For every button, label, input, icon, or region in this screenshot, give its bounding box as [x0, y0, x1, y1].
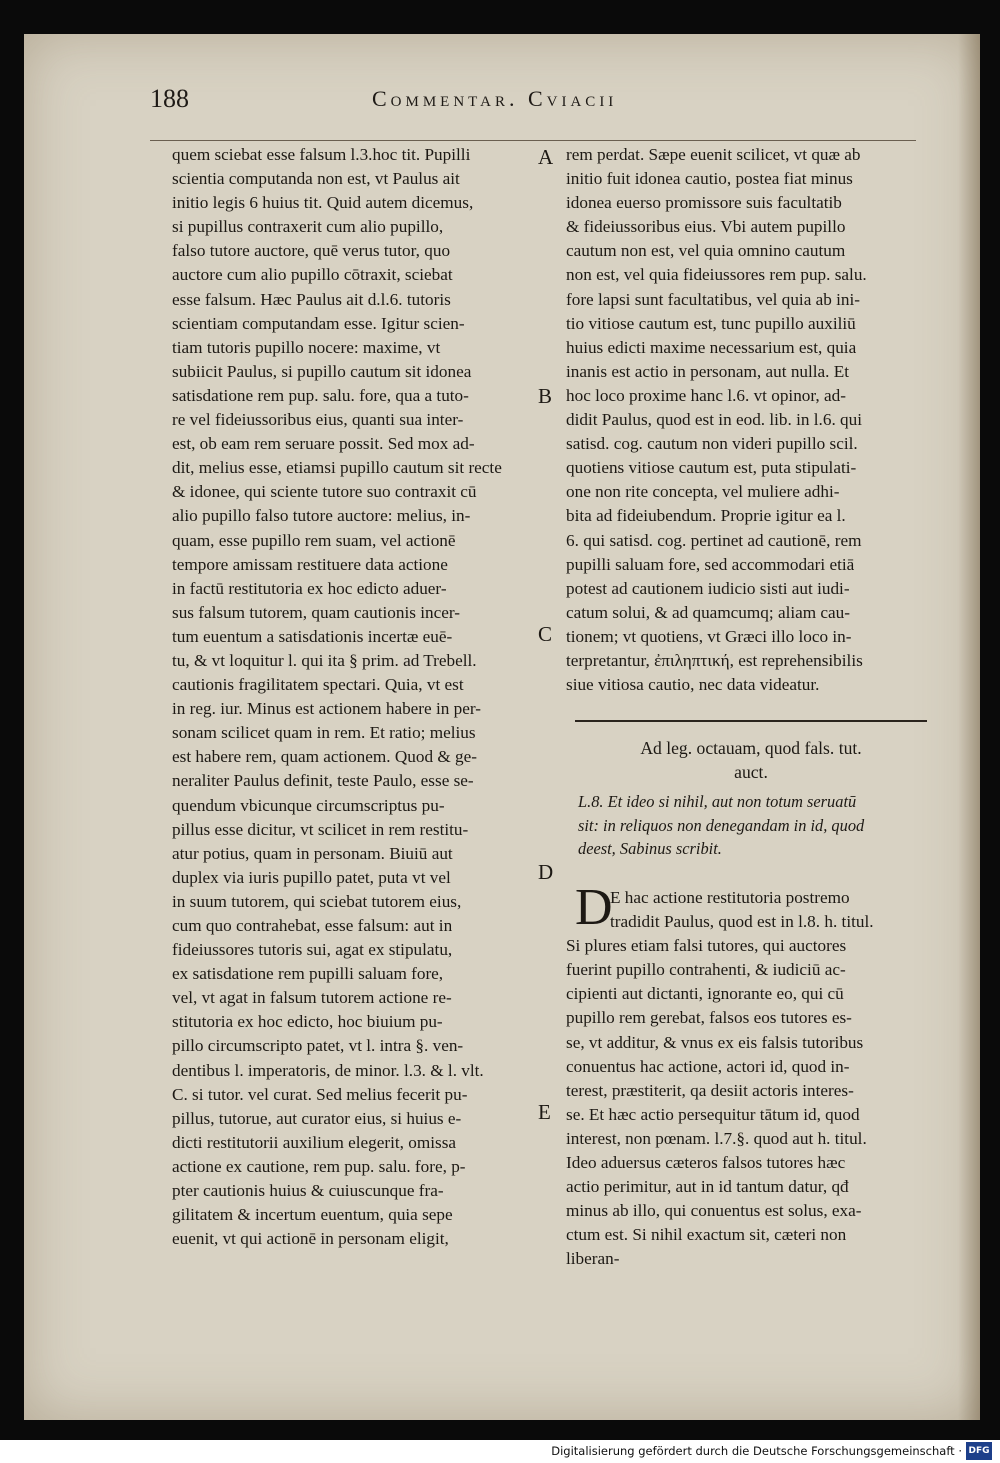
text-line: terpretantur, ἐπιληπτική, est reprehensibilis: [566, 650, 863, 670]
margin-letter-b: B: [538, 384, 553, 408]
lemma-line: L.8. Et ideo si nihil, aut non totum seruatū: [578, 792, 857, 811]
page-edge-shadow: [958, 34, 980, 1420]
text-line: vel, vt agat in falsum tutorem actione re-: [172, 988, 452, 1008]
text-line: dit, melius esse, etiamsi pupillo cautum sit recte: [172, 458, 502, 478]
text-line: tum euentum a satisdationis incertæ euē-: [172, 626, 453, 646]
text-line: pillo circumscripto patet, vt l. intra §. ven-: [172, 1036, 464, 1056]
text-line: catum solui, & ad quamcumq; aliam cau-: [566, 602, 850, 622]
text-line: actione ex cautione, rem pup. salu. fore, p-: [172, 1156, 466, 1176]
text-line: conuentus hac actione, actori id, quod in-: [566, 1056, 850, 1076]
text-line: pter cautionis huius & cuiuscunque fra-: [172, 1181, 444, 1201]
page-header: [150, 80, 910, 120]
text-line: scientiam computandam esse. Igitur scien-: [172, 313, 465, 333]
lemma-line: sit: in reliquos non denegandam in id, quod: [578, 815, 865, 835]
text-line: fideiussores tutoris sui, agat ex stipulatu,: [172, 940, 453, 960]
text-line: cautionis fragilitatem spectari. Quia, vt est: [172, 675, 464, 695]
text-line: liberan-: [566, 1249, 620, 1269]
text-line: in suum tutorem, qui sciebat tutorem eius,: [172, 891, 462, 911]
text-line: rem perdat. Sæpe euenit scilicet, vt quæ ab: [566, 145, 861, 164]
text-line: quendum vbicunque circumscriptus pu-: [172, 795, 445, 815]
text-line: tempore amissam restituere data actione: [172, 554, 448, 574]
page-number: 188: [150, 84, 189, 113]
drop-cap: D: [575, 879, 613, 936]
text-line: fuerint pupillo contrahenti, & iudiciū ac-: [566, 960, 846, 980]
right-column-top: [566, 143, 930, 697]
text-line: 6. qui satisd. cog. pertinet ad cautionē, rem: [566, 530, 862, 550]
text-line: satisd. cog. cautum non videri pupillo scil.: [566, 434, 858, 454]
text-line: minus ab illo, qui conuentus est solus, exa-: [566, 1201, 862, 1221]
text-line: interest, non pœnam. l.7.§. quod aut h. titul.: [566, 1128, 867, 1148]
text-line: E hac actione restitutoria postremo: [610, 888, 850, 907]
text-line: scientia computanda non est, vt Paulus ait: [172, 169, 460, 189]
text-line: duplex via iuris pupillo patet, puta vt vel: [172, 867, 451, 887]
left-column: [172, 143, 544, 1251]
text-line: Si plures etiam falsi tutores, qui auctores: [566, 936, 847, 956]
text-line: Ideo aduersus cæteros falsos tutores hæc: [566, 1153, 846, 1173]
text-line: tiam tutoris pupillo nocere: maxime, vt: [172, 337, 441, 357]
text-line: tradidit Paulus, quod est in l.8. h. titul.: [610, 912, 874, 932]
text-line: C. si tutor. vel curat. Sed melius fecerit pu-: [172, 1084, 468, 1104]
text-line: one non rite concepta, vel muliere adhi-: [566, 482, 840, 502]
text-line: in reg. iur. Minus est actionem habere in per-: [172, 699, 481, 719]
text-line: cipienti aut dictanti, ignorante eo, qui cū: [566, 984, 844, 1004]
text-line: sonam scilicet quam in rem. Et ratio; melius: [172, 723, 476, 743]
text-line: gilitatem & incertum euentum, quia sepe: [172, 1205, 453, 1225]
text-line: se, vt additur, & vnus ex eis falsis tutoribus: [566, 1032, 864, 1052]
text-line: dicti restitutorii auxilium elegerit, omissa: [172, 1132, 457, 1152]
text-line: initio legis 6 huius tit. Quid autem dicemus,: [172, 193, 474, 213]
text-line: hoc loco proxime hanc l.6. vt opinor, ad-: [566, 385, 846, 405]
footer-credit: Digitalisierung gefördert durch die Deutsche Forschungsgemeinschaft ·: [551, 1444, 962, 1458]
text-line: alio pupillo falso tutore auctore: melius, in-: [172, 506, 471, 526]
text-line: est habere rem, quam actionem. Quod & ge-: [172, 747, 477, 767]
text-line: ex satisdatione rem pupilli saluam fore,: [172, 964, 444, 984]
text-line: & idonee, qui sciente tutore suo contraxit cū: [172, 482, 477, 502]
section-heading-line: Ad leg. octauam, quod fals. tut.: [640, 738, 862, 758]
text-line: siue vitiosa cautio, nec data videatur.: [566, 675, 820, 695]
text-line: re vel fideiussoribus eius, quanti sua inter-: [172, 410, 464, 430]
text-line: pupillo rem gerebat, falsos eos tutores es-: [566, 1008, 852, 1028]
margin-letter-d: D: [538, 860, 554, 884]
text-line: fore lapsi sunt facultatibus, vel quia ab ini-: [566, 289, 861, 309]
lemma-line: deest, Sabinus scribit.: [578, 839, 722, 858]
text-line: tu, & vt loquitur l. qui ita § prim. ad Trebell.: [172, 650, 477, 670]
dfg-logo: DFG: [966, 1442, 992, 1460]
lemma-text: [578, 790, 928, 861]
text-line: non est, vel quia fideiussores rem pup. salu.: [566, 265, 867, 285]
margin-letter-a: A: [538, 145, 554, 169]
text-line: bita ad fideiubendum. Proprie igitur ea l.: [566, 506, 846, 526]
text-line: potest ad cautionem iudicio sisti aut iudi-: [566, 578, 850, 598]
section-heading: [575, 736, 927, 784]
text-line: esse falsum. Hæc Paulus ait d.l.6. tutoris: [172, 289, 451, 309]
margin-letter-c: C: [538, 622, 553, 646]
text-line: tionem; vt quotiens, vt Græci illo loco in-: [566, 626, 852, 646]
running-title: Commentar. Cviacii: [372, 86, 618, 111]
text-line: & fideiussoribus eius. Vbi autem pupillo: [566, 217, 846, 237]
text-line: est, ob eam rem seruare possit. Sed mox ad-: [172, 434, 475, 454]
text-line: huius edicti maxime necessarium est, quia: [566, 337, 857, 357]
text-line: pillus esse dicitur, vt scilicet in rem restitu-: [172, 819, 469, 839]
text-line: pupilli saluam fore, sed accommodari etiā: [566, 554, 855, 574]
margin-letter-e: E: [538, 1100, 551, 1124]
text-line: in factū restitutoria ex hoc edicto aduer-: [172, 578, 447, 598]
section-rule: [575, 720, 927, 722]
text-line: si pupillus contraxerit cum alio pupillo,: [172, 217, 444, 237]
text-line: quotiens vitiose cautum est, puta stipulati-: [566, 458, 857, 478]
text-line: neraliter Paulus definit, teste Paulo, esse se-: [172, 771, 474, 791]
text-line: auctore cum alio pupillo cōtraxit, sciebat: [172, 265, 453, 285]
text-line: tio vitiose cautum est, tunc pupillo auxiliū: [566, 313, 856, 333]
text-line: pillus, tutorue, aut curator eius, si huius e-: [172, 1108, 462, 1128]
text-line: atur potius, quam in personam. Biuiū aut: [172, 843, 453, 863]
text-line: inanis est actio in personam, aut nulla. Et: [566, 361, 850, 381]
header-rule: [150, 140, 916, 141]
text-line: falso tutore auctore, quē verus tutor, quo: [172, 241, 451, 261]
text-line: cum quo contrahebat, esse falsum: aut in: [172, 916, 453, 935]
text-line: stitutoria ex hoc edicto, hoc biuium pu-: [172, 1012, 443, 1032]
text-line: quam, esse pupillo rem suam, vel actionē: [172, 530, 456, 550]
text-line: idonea euerso promissore suis facultatib᷒: [566, 193, 856, 213]
text-line: satisdatione rem pup. salu. fore, qua a tuto-: [172, 385, 469, 405]
right-column-bottom: [566, 886, 930, 1272]
text-line: quem sciebat esse falsum l.3.hoc tit. Pupilli: [172, 145, 471, 164]
text-line: subiicit Paulus, si pupillo cautum sit idonea: [172, 361, 472, 381]
text-line: terest, præstiterit, qa desiit actoris interes-: [566, 1080, 854, 1100]
text-line: cautum non est, vel quia omnino cautum: [566, 241, 846, 261]
section-heading-line: auct.: [734, 762, 768, 782]
text-line: euenit, vt qui actionē in personam eligit,: [172, 1229, 449, 1249]
text-line: ctum est. Si nihil exactum sit, cæteri non: [566, 1225, 847, 1245]
text-line: actio perimitur, aut in id tantum datur, qđ: [566, 1177, 849, 1197]
text-line: se. Et hæc actio persequitur tātum id, quod: [566, 1104, 860, 1124]
text-line: sus falsum tutorem, quam cautionis incer-: [172, 602, 460, 622]
text-line: dentibus l. imperatoris, de minor. l.3. & l. vlt.: [172, 1060, 484, 1080]
text-line: initio fuit idonea cautio, postea fiat minus: [566, 169, 853, 189]
text-line: didit Paulus, quod est in eod. lib. in l.6. qui: [566, 410, 863, 430]
footer-bar: [0, 1440, 1000, 1463]
